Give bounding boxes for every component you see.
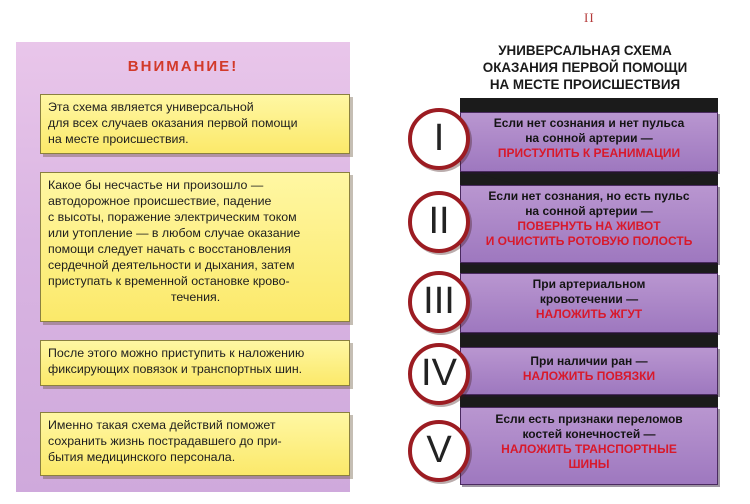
warning-note-1	[40, 94, 350, 154]
note-line: фиксирующих повязок и транспортных шин.	[48, 362, 303, 376]
note-line: помощи следует начать с восстановления	[48, 242, 292, 256]
warning-title: ВНИМАНИЕ!	[127, 58, 239, 75]
step-text: на сонной артерии —	[525, 204, 653, 218]
note-line: автодорожное происшествие, падение	[48, 194, 272, 208]
step-numeral-3: III	[408, 271, 470, 333]
step-action: ПОВЕРНУТЬ НА ЖИВОТ	[517, 219, 661, 233]
step-text: При артериальном	[532, 277, 646, 291]
step-text: Если нет сознания и нет пульса	[493, 116, 685, 130]
note-line: Какое бы несчастье ни произошло —	[48, 178, 264, 192]
step-text: Если нет сознания, но есть пульс	[488, 189, 690, 203]
step-action: НАЛОЖИТЬ ТРАНСПОРТНЫЕ	[501, 442, 677, 456]
note-line: сердечной деятельности и дыхания, затем	[48, 258, 295, 272]
scheme-title-line: НА МЕСТЕ ПРОИСШЕСТВИЯ	[489, 77, 681, 92]
step-numeral-4: IV	[408, 343, 470, 405]
scheme-title	[455, 42, 715, 93]
note-line: с высоты, поражение электрическим током	[48, 210, 297, 224]
step-numeral-1: I	[408, 108, 470, 170]
warning-note-2	[40, 172, 350, 322]
step-box-5	[460, 407, 718, 485]
note-line: Именно такая схема действий поможет	[48, 418, 276, 432]
step-text: на сонной артерии —	[525, 131, 653, 145]
page-mark: II	[584, 10, 595, 25]
step-action: И ОЧИСТИТЬ РОТОВУЮ ПОЛОСТЬ	[485, 234, 693, 248]
step-box-4	[460, 347, 718, 395]
step-text: При наличии ран —	[530, 354, 648, 368]
note-line: сохранить жизнь пострадавшего до при-	[48, 434, 282, 448]
step-numeral-5: V	[408, 420, 470, 482]
step-text: костей конечностей —	[522, 427, 656, 441]
step-box-1	[460, 112, 718, 172]
step-action: НАЛОЖИТЬ ЖГУТ	[535, 307, 643, 321]
note-line: на месте происшествия.	[48, 132, 189, 146]
note-line: Эта схема является универсальной	[48, 100, 254, 114]
note-line: После этого можно приступить к наложению	[48, 346, 305, 360]
scheme-title-line: УНИВЕРСАЛЬНАЯ СХЕМА	[498, 43, 672, 58]
note-line: течения.	[170, 290, 221, 304]
note-line: или утопление — в любом случае оказание	[48, 226, 301, 240]
step-box-3	[460, 273, 718, 333]
warning-note-4	[40, 412, 350, 476]
step-numeral-2: II	[408, 191, 470, 253]
step-text: кровотечении —	[539, 292, 639, 306]
note-line: бытия медицинского персонала.	[48, 450, 236, 464]
note-line: для всех случаев оказания первой помощи	[48, 116, 298, 130]
note-line: приступать к временной остановке крово-	[48, 274, 290, 288]
warning-panel	[16, 42, 350, 492]
step-action: НАЛОЖИТЬ ПОВЯЗКИ	[522, 369, 656, 383]
warning-note-3	[40, 340, 350, 386]
step-action: ШИНЫ	[568, 457, 610, 471]
scheme-title-line: ОКАЗАНИЯ ПЕРВОЙ ПОМОЩИ	[482, 60, 688, 75]
step-box-2	[460, 185, 718, 263]
step-action: ПРИСТУПИТЬ К РЕАНИМАЦИИ	[497, 146, 681, 160]
step-text: Если есть признаки переломов	[495, 412, 683, 426]
